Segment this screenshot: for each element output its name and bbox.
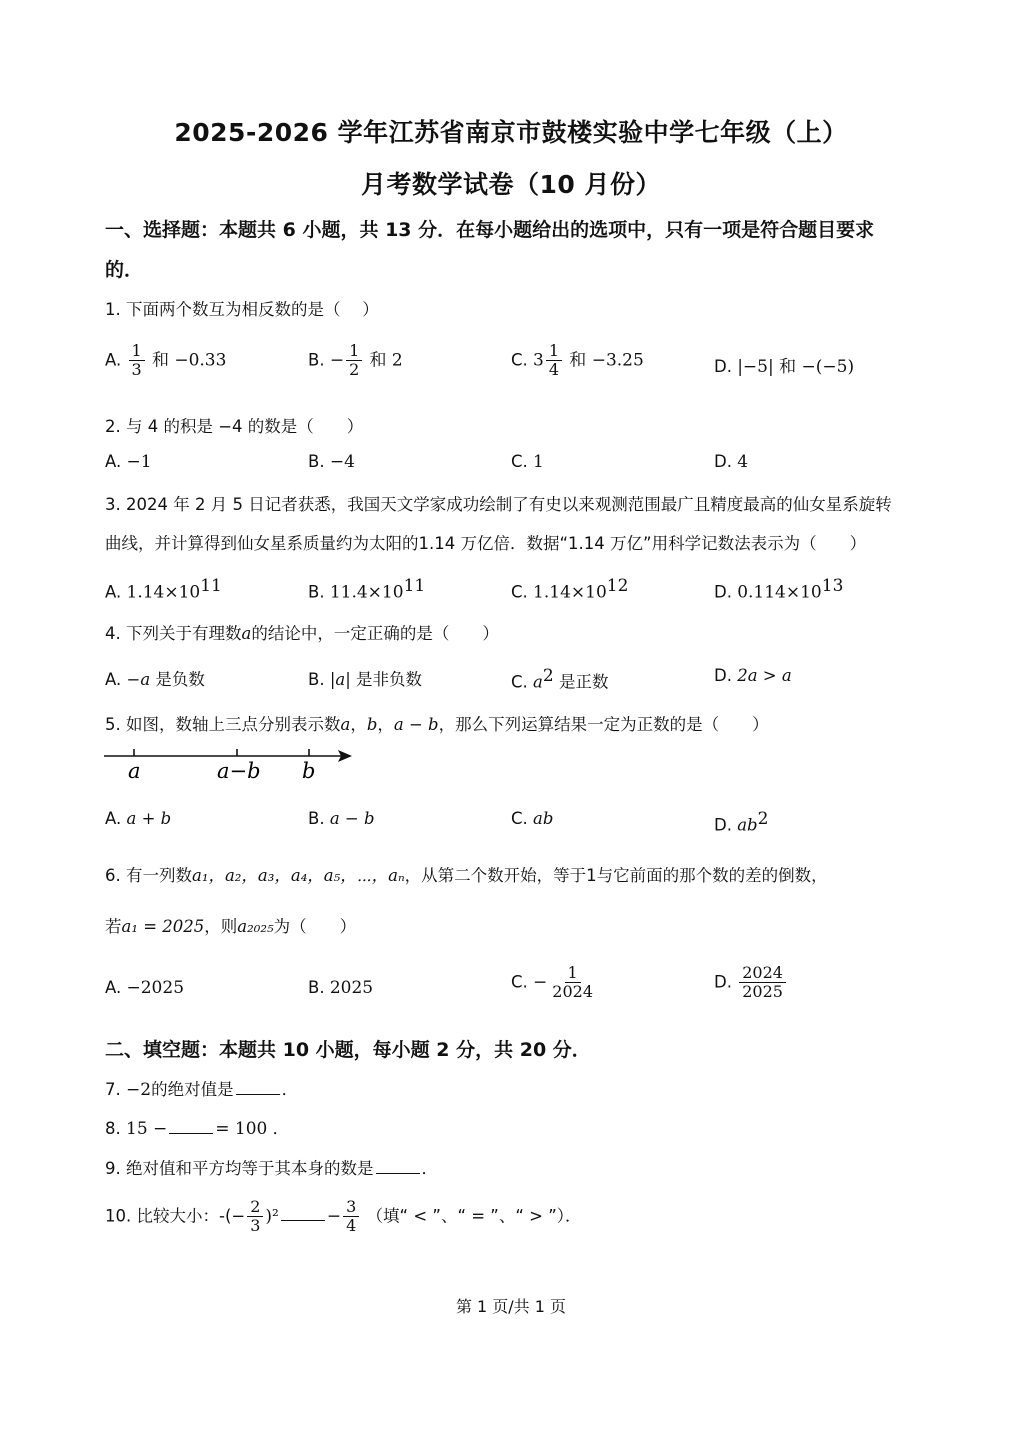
stem-text: 7. [105,1080,126,1099]
q4-option-a [105,666,205,690]
question-9 [105,1155,438,1179]
option-base: 0.114×10 [737,582,822,603]
stem-text: 的绝对值是 [151,1080,234,1099]
variable: a [340,715,351,734]
option-math: −a [126,670,151,689]
q3-option-c [511,576,628,603]
stem-text: ，那么下列运算结果一定为正数的是（ ） [438,715,769,734]
q5-option-d [714,809,768,835]
option-text: 是负数 [155,670,205,689]
exponent: 2 [757,809,769,829]
math-expr: )² [265,1206,279,1227]
whole-number: 3 [533,350,544,371]
question-7 [105,1076,298,1100]
numerator: 3 [343,1198,359,1217]
question-5-stem: 5. 如图，数轴上三点分别表示数a，b，a − b，那么下列运算结果一定为正数的是（ ） [105,715,769,734]
option-label: D. [714,815,732,835]
option-label: C. [511,350,528,370]
denominator: 4 [548,360,560,380]
axis-label-b: b [302,759,316,783]
option-label: A. [105,452,122,471]
q2-option-b [308,452,355,472]
option-text: 是正数 [558,672,609,692]
section1-heading-line1: 一、选择题：本题共 6 小题，共 13 分．在每小题给出的选项中，只有一项是符合题目要求 [105,219,875,241]
question-1-stem: 1. 下面两个数互为相反数的是（ ） [105,300,379,319]
q6-option-d [714,964,788,1002]
stem-text: 9. 绝对值和平方均等于其本身的数是 [105,1159,374,1178]
option-text: 和 −0.33 [151,350,227,371]
stem-text: 4. 下列关于有理数 [105,624,242,643]
section2-heading: 二、填空题：本题共 10 小题，每小题 2 分，共 20 分． [105,1039,591,1061]
q6-option-b [308,978,373,998]
numerator: 1 [546,342,562,361]
page-footer: 第 1 页/共 1 页 [455,1297,567,1316]
stem-text: ． [272,1119,290,1138]
stem-text: ，则 [204,917,238,936]
stem-text: 8. [105,1119,126,1138]
exam-title-line2: 月考数学试卷（10 月份） [361,170,661,199]
question-6-stem-line2 [105,913,356,937]
stem-text: 6. 有一列数 [105,866,192,885]
denominator: 3 [250,1216,261,1236]
answer-blank[interactable] [236,1080,280,1095]
option-label: C. [511,582,528,602]
exponent: 13 [821,576,844,596]
exam-title-line1: 2025-2026 学年江苏省南京市鼓楼实验中学七年级（上） [174,118,848,147]
math-expr: 15 − [126,1119,168,1139]
option-label: C. [511,672,528,692]
q1-option-b [308,342,403,380]
option-label: A. [105,809,122,828]
option-label: B. [308,582,325,602]
option-text: 和 −3.25 [569,350,644,371]
option-value: −2025 [126,978,185,998]
option-value: −1 [126,452,152,472]
option-math: a − b [329,809,375,828]
sign: − [329,350,345,371]
denominator: 2024 [552,982,593,1002]
option-value: 2025 [329,978,374,998]
q2-option-d [714,452,748,472]
condition-expr: a₁ = 2025 [121,917,205,936]
math-expr: = 100 [215,1119,268,1139]
option-value: −4 [329,452,355,472]
option-label: A. [105,978,122,997]
option-math: 2a > a [737,666,792,685]
q1-option-d [714,352,854,377]
sign: − [533,972,548,993]
option-label: B. [308,350,325,370]
variable: a [241,624,252,643]
denominator: 3 [131,360,142,380]
option-label: C. [511,452,528,471]
option-label: D. [714,357,732,376]
q1-option-c [511,342,644,380]
option-base: 1.14×10 [533,582,607,603]
exponent: 2 [542,666,554,686]
stem-text: ． [281,1080,299,1099]
exponent: 12 [606,576,629,596]
stem-text: 为（ ） [273,917,357,936]
q5-option-b [308,809,375,828]
numerator: 2024 [739,964,786,983]
stem-text: ． [421,1159,438,1178]
question-8 [105,1115,289,1139]
stem-text: （填“ < ”、“ = ”、“ > ”）． [366,1206,582,1226]
axis-label-a-minus-b: a−b [217,759,261,783]
numerator: 1 [565,964,581,983]
question-2-stem: 2. 与 4 的积是 −4 的数是（ ） [105,417,364,436]
sign: − [326,1206,342,1227]
option-label: D. [714,972,732,992]
q3-option-d [714,576,843,603]
option-text: |−5| 和 −(−5) [737,357,855,377]
question-10 [105,1198,582,1236]
answer-blank[interactable] [281,1206,325,1221]
q5-option-a [105,809,171,828]
option-label: A. [105,582,122,602]
option-label: A. [105,350,122,370]
q6-option-c [511,964,598,1002]
fraction [247,1198,263,1236]
option-label: A. [105,670,122,689]
numerator: 1 [129,342,145,361]
option-label: D. [714,582,732,602]
option-label: D. [714,452,732,471]
variable: b [366,715,378,734]
q4-option-b [308,666,422,690]
option-math: ab [737,815,758,835]
option-label: B. [308,452,325,471]
numerator: 1 [346,342,362,361]
option-label: B. [308,809,325,828]
section1-heading-line2: 的． [105,259,144,281]
stem-text: 若 [105,917,122,936]
q2-option-a [105,452,152,472]
option-label: B. [308,670,325,689]
q4-option-c [511,666,608,693]
fraction [546,342,562,380]
question-4-stem [105,620,499,644]
answer-blank[interactable] [376,1159,420,1174]
answer-blank[interactable] [169,1119,213,1134]
question-3-stem-line2: 曲线，并计算得到仙女星系质量约为太阳的1.14 万亿倍．数据“1.14 万亿”用科学记数法表示为（ ） [105,534,867,553]
fraction [343,1198,359,1236]
exponent: 11 [403,576,426,596]
option-label: D. [714,666,732,685]
option-value: 4 [737,452,749,472]
exponent: 11 [200,576,222,596]
option-label: B. [308,978,325,997]
option-math: |a| [329,670,351,689]
denominator: 2 [349,360,360,380]
stem-text: 10. 比较大小：-(− [105,1206,246,1226]
fraction [739,964,786,1002]
fraction [346,342,362,380]
sequence-expr: a₁，a₂，a₃，a₄，a₅，⋯，aₙ [192,866,405,885]
stem-text: ，从第二个数开始，等于1与它前面的那个数的差的倒数， [404,866,828,885]
option-math: ab [533,809,554,828]
numerator: 2 [247,1198,263,1217]
option-base: 11.4×10 [329,582,404,603]
q5-option-c [511,809,553,828]
stem-text: 的结论中，一定正确的是（ ） [251,624,499,643]
option-math: a [533,672,543,692]
denominator: 2025 [742,982,783,1002]
denominator: 4 [346,1216,357,1236]
fraction [129,342,145,380]
stem-text: 5. 如图，数轴上三点分别表示数 [105,715,341,734]
question-6-stem-line1 [105,862,828,886]
q3-option-a [105,576,222,603]
question-3-stem-line1: 3. 2024 年 2 月 5 日记者获悉，我国天文学家成功绘制了有史以来观测范围最广且精度最高的仙女星系旋转 [105,495,892,514]
math-expr: −2 [126,1080,152,1100]
q1-option-a [105,342,226,380]
option-label: C. [511,809,528,828]
variable: a − b [393,715,439,734]
option-label: C. [511,972,528,992]
q4-option-d [714,666,792,685]
axis-label-a: a [128,759,141,783]
option-base: 1.14×10 [126,582,201,603]
option-text: 是非负数 [356,670,423,689]
target-expr: a₂₀₂₅ [237,917,274,936]
q3-option-b [308,576,425,603]
option-math: a + b [126,809,172,828]
q2-option-c [511,452,544,472]
option-value: 1 [533,452,544,472]
q6-option-a [105,978,184,998]
fraction [549,964,596,1002]
number-line-figure [100,740,360,785]
option-text: 和 2 [369,350,403,371]
